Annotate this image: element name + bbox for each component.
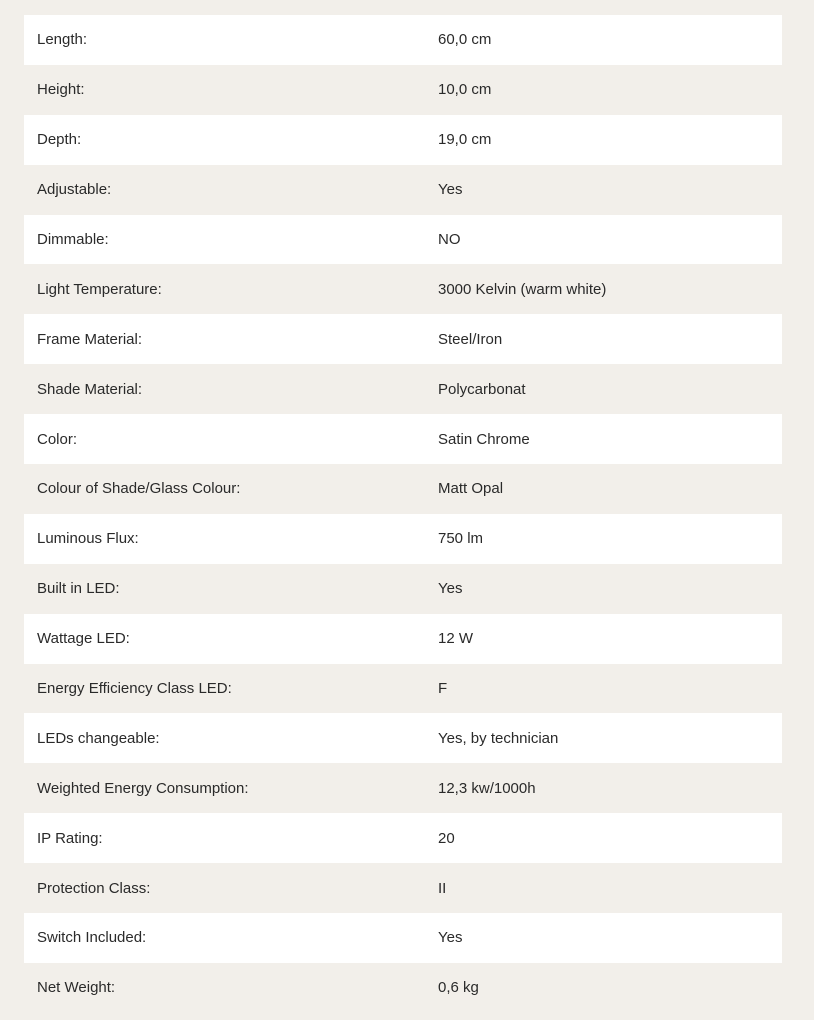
spec-label: Dimmable: xyxy=(37,231,109,248)
spec-label: Height: xyxy=(37,81,85,99)
spec-value: 750 lm xyxy=(438,530,484,548)
spec-row-protection-class xyxy=(24,863,782,913)
spec-row-height xyxy=(24,65,782,115)
spec-label: Luminous Flux: xyxy=(37,530,139,548)
spec-label: Wattage LED: xyxy=(37,630,130,648)
spec-label: Switch Included: xyxy=(37,929,147,947)
spec-label: Light Temperature: xyxy=(37,280,162,298)
spec-row-depth xyxy=(24,115,782,165)
spec-label: Net Weight: xyxy=(37,979,116,997)
spec-row-energy-efficiency xyxy=(24,664,782,714)
spec-value: Yes xyxy=(438,929,463,947)
spec-label: Frame Material: xyxy=(37,330,143,348)
spec-label: IP Rating: xyxy=(37,829,103,847)
spec-value: 20 xyxy=(438,829,455,847)
spec-row-built-in-led xyxy=(24,564,782,614)
spec-row-luminous-flux xyxy=(24,514,782,564)
spec-value: 0,6 kg xyxy=(438,979,479,997)
spec-label: Depth: xyxy=(37,131,82,149)
specifications-table xyxy=(24,15,782,1013)
spec-label: Energy Efficiency Class LED: xyxy=(37,680,232,698)
spec-row-shade-material xyxy=(24,364,782,414)
spec-label: Colour of Shade/Glass Colour: xyxy=(37,480,241,498)
spec-row-color xyxy=(24,414,782,464)
spec-value: Yes xyxy=(438,580,463,598)
spec-value: 12,3 kw/1000h xyxy=(438,779,536,797)
spec-label: Color: xyxy=(37,430,78,448)
spec-label: Weighted Energy Consumption: xyxy=(37,779,249,797)
spec-label: Protection Class: xyxy=(37,879,151,897)
spec-value: 10,0 cm xyxy=(438,81,492,99)
spec-row-adjustable xyxy=(24,165,782,215)
spec-label: Shade Material: xyxy=(37,380,143,398)
spec-row-leds-changeable xyxy=(24,713,782,763)
spec-label: LEDs changeable: xyxy=(37,729,160,747)
spec-row-light-temperature xyxy=(24,264,782,314)
spec-value: 12 W xyxy=(438,630,474,648)
spec-label: Length: xyxy=(37,31,88,49)
spec-value: 3000 Kelvin (warm white) xyxy=(438,280,607,298)
spec-value: Polycarbonat xyxy=(438,380,526,398)
spec-row-wattage-led xyxy=(24,614,782,664)
spec-value: F xyxy=(438,680,448,698)
spec-value: NO xyxy=(438,231,461,248)
spec-value: Steel/Iron xyxy=(438,330,503,348)
spec-value: Satin Chrome xyxy=(438,430,530,448)
spec-row-length xyxy=(24,15,782,65)
spec-label: Adjustable: xyxy=(37,181,112,199)
spec-value: 60,0 cm xyxy=(438,31,492,49)
spec-row-frame-material xyxy=(24,314,782,364)
spec-value: 19,0 cm xyxy=(438,131,492,149)
spec-value: II xyxy=(438,879,447,897)
spec-row-net-weight xyxy=(24,963,782,1013)
spec-row-ip-rating xyxy=(24,813,782,863)
spec-value: Yes xyxy=(438,181,463,199)
spec-row-energy-consumption xyxy=(24,763,782,813)
spec-row-dimmable xyxy=(24,215,782,265)
spec-row-switch-included xyxy=(24,913,782,963)
spec-row-shade-colour xyxy=(24,464,782,514)
spec-label: Built in LED: xyxy=(37,580,120,598)
spec-value: Yes, by technician xyxy=(438,729,559,747)
spec-value: Matt Opal xyxy=(438,480,504,498)
